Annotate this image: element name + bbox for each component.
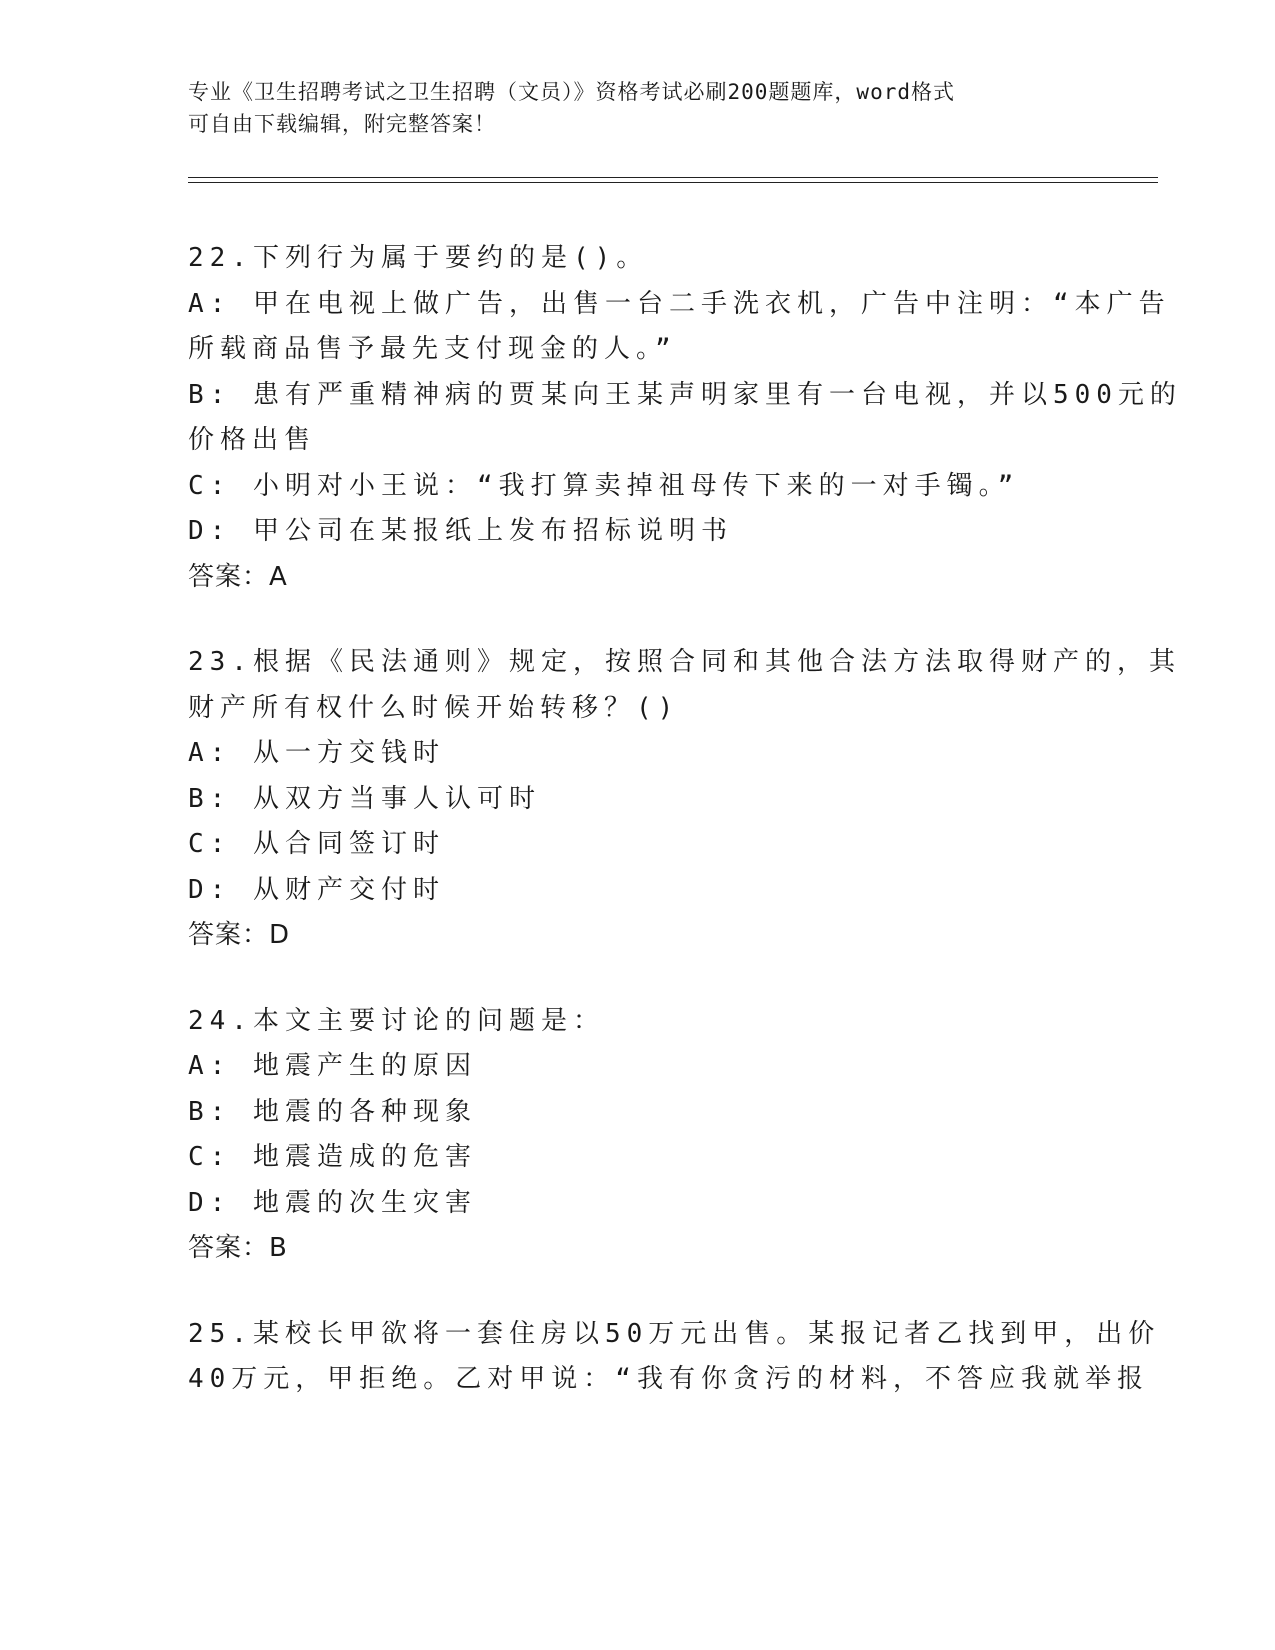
question-stem: 22.下列行为属于要约的是()。 (188, 243, 649, 273)
question-block (188, 1312, 1161, 1403)
question-block (188, 640, 1181, 959)
answer-option: C: 小明对小王说：“我打算卖掉祖母传下来的一对手镯。” (188, 470, 1020, 501)
answer-option: D: 从财产交付时 (188, 874, 445, 905)
question-stem: 24.本文主要讨论的问题是： (188, 1005, 605, 1036)
answer-key: 答案：D (188, 920, 291, 950)
answer-option: B: 患有严重精神病的贾某向王某声明家里有一台电视，并以500元的 (188, 379, 1182, 410)
question-list (188, 236, 1182, 1443)
answer-option: A: 从一方交钱时 (188, 738, 445, 768)
question-block (188, 236, 1182, 600)
answer-option: A: 甲在电视上做广告，出售一台二手洗衣机，广告中注明：“本广告 (188, 288, 1171, 319)
answer-option: D: 地震的次生灾害 (188, 1187, 477, 1218)
answer-option: B: 从双方当事人认可时 (188, 783, 541, 814)
header-divider-top (188, 177, 1158, 178)
document-header (188, 76, 1088, 140)
answer-option: 价格出售 (188, 425, 317, 455)
answer-option: A: 地震产生的原因 (188, 1051, 477, 1081)
question-stem: 23.根据《民法通则》规定，按照合同和其他合法方法取得财产的，其 (188, 647, 1181, 677)
answer-option: B: 地震的各种现象 (188, 1096, 477, 1127)
question-stem: 40万元，甲拒绝。乙对甲说：“我有你贪污的材料，不答应我就举报 (188, 1364, 1149, 1394)
answer-option: D: 甲公司在某报纸上发布招标说明书 (188, 516, 733, 546)
answer-option: C: 地震造成的危害 (188, 1142, 477, 1172)
answer-key: 答案：A (188, 561, 288, 592)
question-stem: 25.某校长甲欲将一套住房以50万元出售。某报记者乙找到甲，出价 (188, 1318, 1161, 1349)
answer-option: 所载商品售予最先支付现金的人。” (188, 334, 677, 364)
answer-option: C: 从合同签订时 (188, 829, 445, 859)
question-stem: 财产所有权什么时候开始转移？() (188, 692, 680, 723)
question-block (188, 999, 1088, 1272)
answer-key: 答案：B (188, 1233, 288, 1263)
header-divider-bottom (188, 182, 1158, 183)
header-line-1: 专业《卫生招聘考试之卫生招聘（文员）》资格考试必刷200题题库，word格式 (188, 80, 955, 104)
header-line-2: 可自由下载编辑，附完整答案！ (188, 112, 496, 136)
